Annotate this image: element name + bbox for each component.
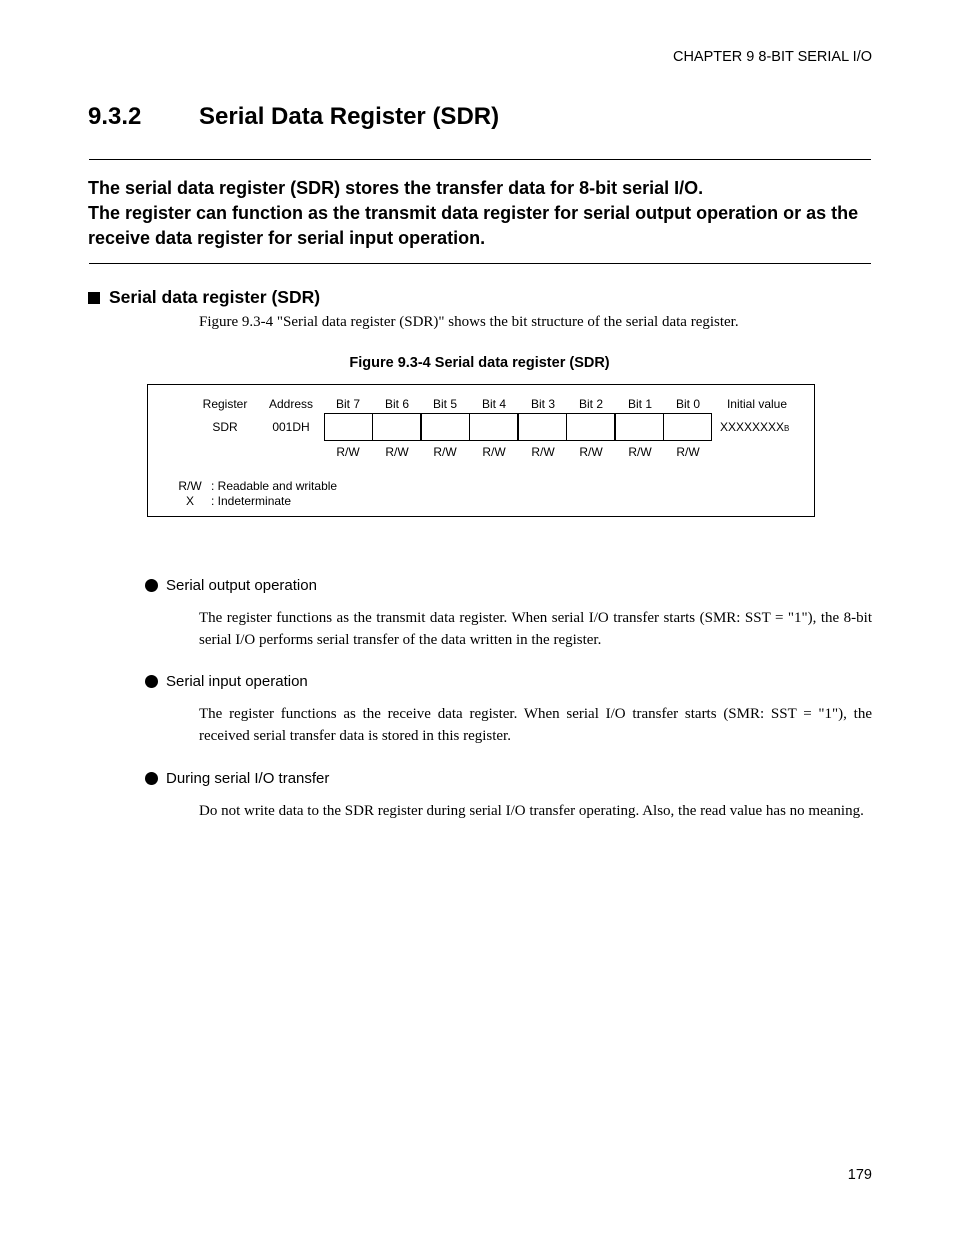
operation-title: Serial output operation <box>166 577 317 594</box>
bit-access: R/W <box>676 445 700 459</box>
section-title: Serial Data Register (SDR) <box>199 103 500 130</box>
bit-access: R/W <box>628 445 652 459</box>
bit-6-cell <box>372 413 421 441</box>
bit-header: Bit 1 <box>627 397 652 411</box>
subsection-title: Serial data register (SDR) <box>109 287 321 307</box>
initial-value-suffix: B <box>784 424 790 433</box>
bit-header: Bit 7 <box>335 397 360 411</box>
initial-value-header: Initial value <box>726 397 788 411</box>
initial-value <box>720 420 789 434</box>
operation-heading <box>145 770 329 787</box>
bit-header: Bit 5 <box>432 397 457 411</box>
bit-access: R/W <box>531 445 555 459</box>
operation-heading <box>145 673 308 690</box>
register-name: SDR <box>212 420 238 434</box>
initial-value-bits: XXXXXXXX <box>720 420 785 434</box>
page-number: 179 <box>847 1167 872 1183</box>
bit-0-cell <box>663 413 712 441</box>
bit-5-cell <box>421 413 470 441</box>
bit-access: R/W <box>385 445 409 459</box>
bit-4-cell <box>469 413 518 441</box>
bit-3-cell <box>518 413 567 441</box>
operation-description: The register functions as the receive data register. When serial I/O transfer starts (SMR: SST = "1"), the received serial transfer data is stored in this register. <box>199 706 872 744</box>
bit-header: Bit 0 <box>675 397 700 411</box>
bottom-rule <box>89 263 871 264</box>
subsection-heading <box>88 287 320 308</box>
section-heading <box>88 103 499 131</box>
legend-symbol: X <box>185 494 194 508</box>
bit-access: R/W <box>433 445 457 459</box>
bullet-icon <box>145 675 158 688</box>
legend-symbol: R/W <box>178 479 202 493</box>
address-header: Address <box>268 397 314 411</box>
register-header: Register <box>202 397 248 411</box>
intro-line-1: The serial data register (SDR) stores the transfer data for 8-bit serial I/O. <box>88 178 704 198</box>
figure-reference-text: Figure 9.3-4 "Serial data register (SDR)" shows the bit structure of the serial data register. <box>199 314 739 330</box>
intro-summary <box>88 176 878 251</box>
bit-header: Bit 2 <box>578 397 603 411</box>
bit-header: Bit 3 <box>530 397 555 411</box>
register-diagram <box>147 384 815 517</box>
bullet-icon <box>145 579 158 592</box>
register-address: 001DH <box>272 420 310 434</box>
bit-1-cell <box>615 413 664 441</box>
operation-heading <box>145 577 317 594</box>
operation-description: Do not write data to the SDR register during serial I/O transfer operating. Also, the read value has no meaning. <box>199 803 864 819</box>
operation-title: Serial input operation <box>166 673 308 690</box>
bit-header: Bit 6 <box>384 397 409 411</box>
bit-access: R/W <box>579 445 603 459</box>
operation-description: The register functions as the transmit data register. When serial I/O transfer starts (SMR: SST = "1"), the 8-bit serial I/O performs serial transfer of the data written in the register. <box>199 610 872 648</box>
operation-title: During serial I/O transfer <box>166 770 330 787</box>
bit-access: R/W <box>482 445 506 459</box>
chapter-header: CHAPTER 9 8-BIT SERIAL I/O <box>672 49 872 65</box>
legend-text: : Indeterminate <box>211 494 292 508</box>
intro-line-2: The register can function as the transmit data register for serial output operation or as the receive data register for serial input operation. <box>88 203 859 248</box>
bit-access: R/W <box>336 445 360 459</box>
bullet-icon <box>145 772 158 785</box>
section-number: 9.3.2 <box>88 103 142 130</box>
bit-7-cell <box>324 413 373 441</box>
bit-2-cell <box>566 413 615 441</box>
top-rule <box>89 159 871 160</box>
legend-text: : Readable and writable <box>211 479 338 493</box>
figure-caption: Figure 9.3-4 Serial data register (SDR) <box>349 355 610 371</box>
square-bullet-icon <box>88 292 100 304</box>
bit-header: Bit 4 <box>481 397 506 411</box>
